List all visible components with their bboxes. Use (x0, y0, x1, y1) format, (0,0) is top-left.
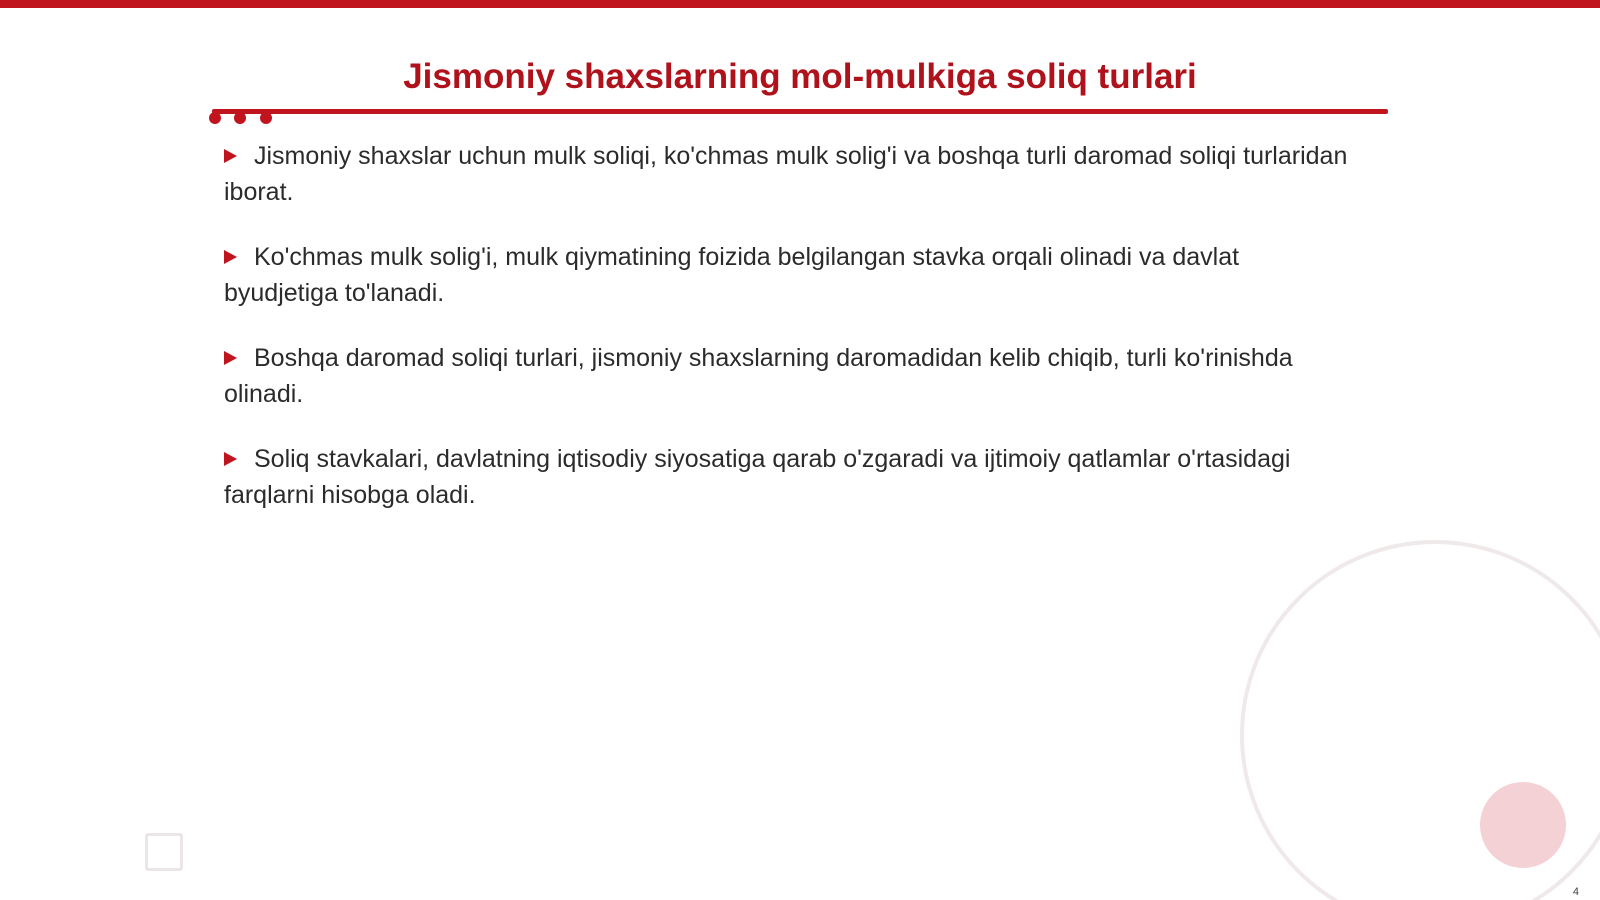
underline-dot-2 (234, 112, 246, 124)
top-accent-bar (0, 0, 1600, 8)
bullet-text: Ko'chmas mulk solig'i, mulk qiymatining foizida belgilangan stavka orqali olinadi va davlat byudjetiga to'lanadi. (224, 243, 1240, 307)
page-number: 4 (1572, 886, 1579, 898)
bullet-text: Soliq stavkalari, davlatning iqtisodiy siyosatiga qarab o'zgaradi va ijtimoiy qatlamlar o'rtasidagi farqlarni hisobga oladi. (224, 445, 1291, 509)
bullet-text: Jismoniy shaxslar uchun mulk soliqi, ko'chmas mulk solig'i va boshqa turli daromad soliqi turlaridan iborat. (224, 142, 1348, 206)
triangle-right-icon (224, 149, 237, 163)
bullet-item (224, 441, 1354, 513)
triangle-right-icon (224, 452, 237, 466)
underline-dot-1 (209, 112, 221, 124)
decorative-square (145, 833, 183, 871)
underline-dot-3 (260, 112, 272, 124)
title-underline (212, 109, 1388, 114)
bullet-item (224, 340, 1354, 412)
decorative-circle (1480, 782, 1566, 868)
triangle-right-icon (224, 351, 237, 365)
bullet-list (224, 138, 1354, 542)
bullet-text: Boshqa daromad soliqi turlari, jismoniy shaxslarning daromadidan kelib chiqib, turli ko'rinishda olinadi. (224, 344, 1293, 408)
triangle-right-icon (224, 250, 237, 264)
bullet-item (224, 138, 1354, 210)
bullet-item (224, 239, 1354, 311)
slide-title: Jismoniy shaxslarning mol-mulkiga soliq turlari (403, 57, 1197, 96)
